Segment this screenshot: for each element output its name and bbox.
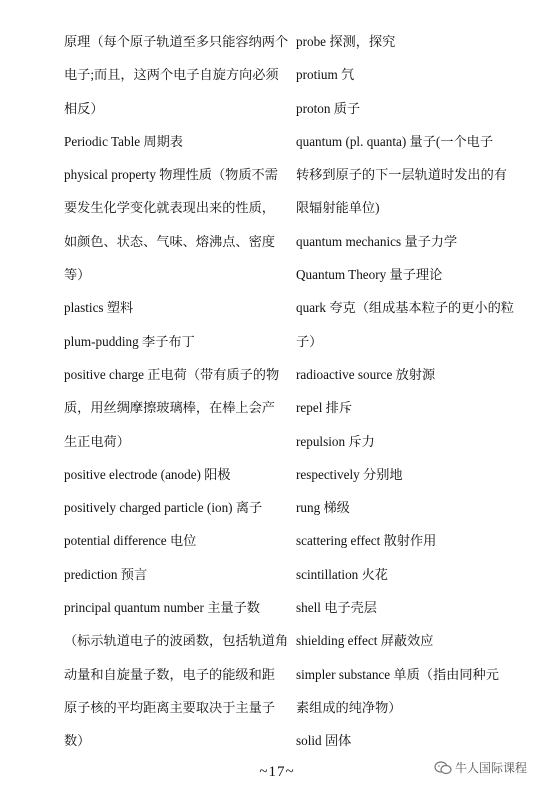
text-line: positive charge 正电荷（带有质子的物 — [64, 366, 280, 382]
wechat-icon — [434, 761, 452, 775]
text-line: 子） — [296, 333, 323, 349]
text-line: quark 夸克（组成基本粒子的更小的粒 — [296, 300, 514, 316]
text-line: scattering effect 散射作用 — [296, 533, 437, 549]
text-line: positive electrode (anode) 阳极 — [64, 466, 231, 482]
text-line: 质，用丝绸摩擦玻璃棒，在棒上会产 — [64, 400, 275, 416]
text-line: rung 梯级 — [296, 500, 350, 516]
text-line: solid 固体 — [296, 733, 352, 749]
text-line: quantum (pl. quanta) 量子(一个电子 — [296, 133, 494, 149]
text-line: prediction 预言 — [64, 566, 148, 582]
text-line: scintillation 火花 — [296, 566, 388, 582]
text-line: quantum mechanics 量子力学 — [296, 233, 458, 249]
text-line: repel 排斥 — [296, 400, 353, 416]
text-line: plum-pudding 李子布丁 — [64, 333, 195, 349]
text-line: 数） — [64, 733, 91, 749]
watermark — [434, 759, 527, 776]
text-line: 相反） — [64, 100, 104, 116]
watermark-text: 牛人国际课程 — [455, 761, 528, 775]
text-line: principal quantum number 主量子数 — [64, 600, 260, 616]
text-line: 转移到原子的下一层轨道时发出的有 — [296, 167, 507, 183]
text-line: 生正电荷） — [64, 433, 130, 449]
text-line: 限辐射能单位) — [296, 200, 380, 216]
right-column — [296, 29, 516, 762]
text-line: Quantum Theory 量子理论 — [296, 267, 443, 283]
text-line: positively charged particle (ion) 离子 — [64, 500, 263, 516]
text-line: probe 探测，探究 — [296, 34, 396, 49]
text-line: 要发生化学变化就表现出来的性质， — [64, 200, 275, 216]
text-line: 动量和自旋量子数，电子的能级和距 — [64, 666, 275, 682]
text-line: 如颜色、状态、气味、熔沸点、密度 — [64, 233, 275, 249]
text-line: 原理（每个原子轨道至多只能容纳两个 — [64, 34, 289, 49]
text-line: 电子;而且，这两个电子自旋方向必须 — [64, 67, 279, 83]
text-line: plastics 塑料 — [64, 300, 134, 316]
text-line: physical property 物理性质（物质不需 — [64, 167, 278, 183]
text-line: simpler substance 单质（指由同种元 — [296, 666, 499, 682]
text-line: Periodic Table 周期表 — [64, 133, 183, 149]
text-line: 等） — [64, 267, 91, 283]
text-line: shell 电子壳层 — [296, 600, 377, 616]
text-line: potential difference 电位 — [64, 533, 197, 549]
text-line: respectively 分别地 — [296, 466, 403, 482]
text-line: proton 质子 — [296, 100, 361, 116]
text-line: repulsion 斥力 — [296, 433, 375, 449]
text-line: shielding effect 屏蔽效应 — [296, 633, 434, 649]
text-line: （标示轨道电子的波函数，包括轨道角 — [64, 633, 289, 649]
text-line: 原子核的平均距离主要取决于主量子 — [64, 699, 275, 715]
left-column — [64, 29, 289, 762]
text-line: 素组成的纯净物） — [296, 699, 402, 715]
text-line: protium 氕 — [296, 67, 355, 83]
text-line: radioactive source 放射源 — [296, 366, 436, 382]
page-number: ~17~ — [259, 764, 295, 780]
